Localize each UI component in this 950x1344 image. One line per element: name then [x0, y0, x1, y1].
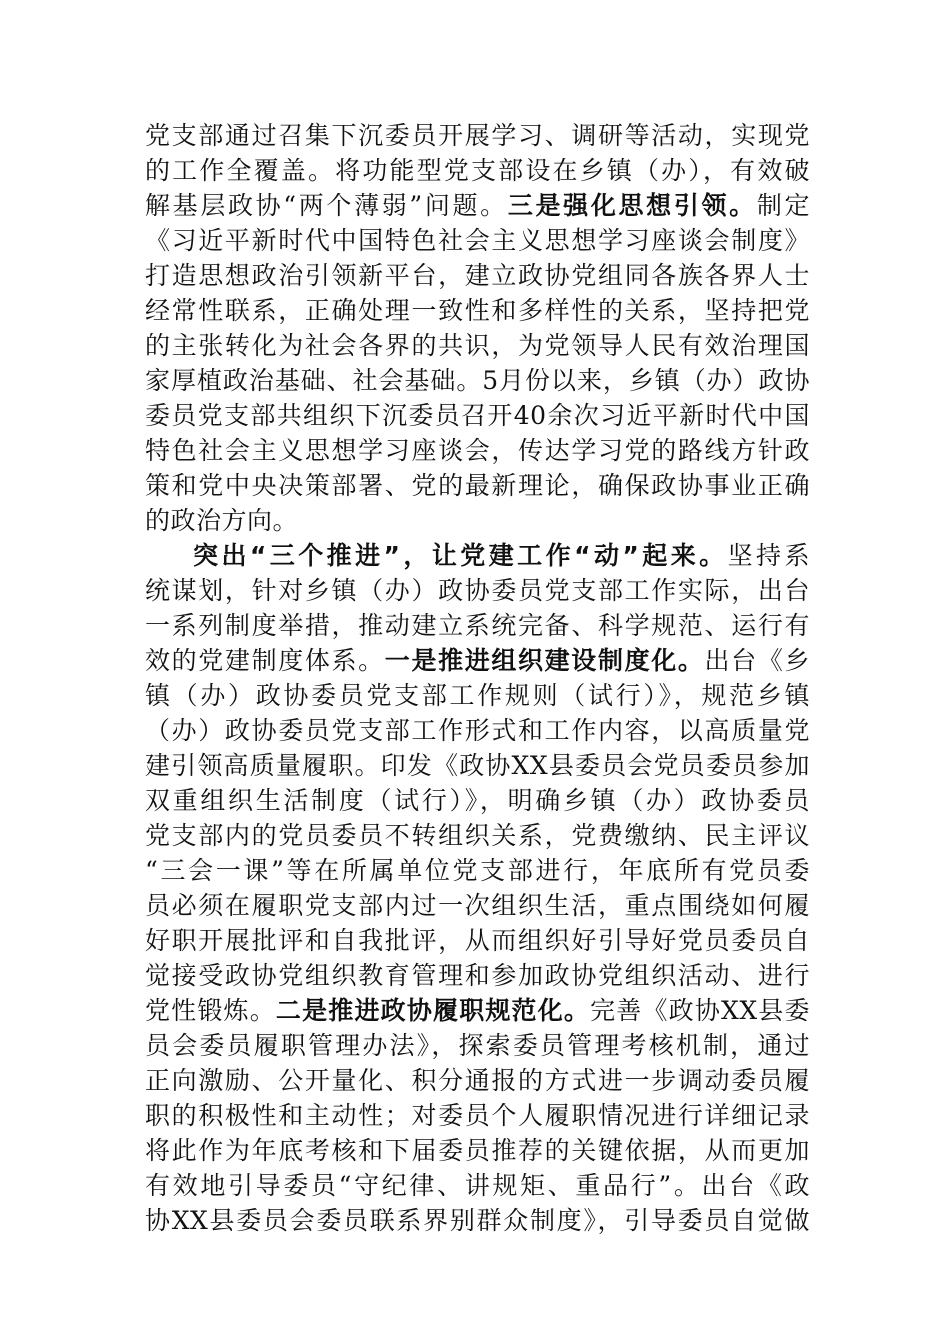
- text-line: 策和党中央决策部署、党的最新理论，确保政协事业正确: [145, 471, 810, 500]
- bold-heading: 一是推进组织建设制度化。: [384, 646, 705, 675]
- text-line: 党支部通过召集下沉委员开展学习、调研等活动，实现党: [145, 121, 810, 150]
- text-line: 解基层政协“两个薄弱”问题。三是强化思想引领。制定: [145, 191, 810, 220]
- text-line: 委员党支部共组织下沉委员召开40余次习近平新时代中国: [145, 401, 810, 430]
- text-line: 效的党建制度体系。一是推进组织建设制度化。出台《乡: [145, 646, 810, 675]
- text-line: 正向激励、公开量化、积分通报的方式进一步调动委员履: [145, 1066, 810, 1095]
- text-line: 突出“三个推进”，让党建工作“动”起来。坚持系: [193, 541, 810, 570]
- text-line: 党支部内的党员委员不转组织关系，党费缴纳、民主评议: [145, 821, 810, 850]
- text-line: 的政治方向。: [145, 506, 299, 535]
- text-line: 好职开展批评和自我批评，从而组织好引导好党员委员自: [145, 926, 810, 955]
- body-text: [145, 118, 810, 1238]
- text-line: 员会委员履职管理办法》，探索委员管理考核机制，通过: [145, 1031, 810, 1060]
- text-line: 统谋划，针对乡镇（办）政协委员党支部工作实际，出台: [145, 576, 810, 605]
- text-line: 双重组织生活制度（试行）》，明确乡镇（办）政协委员: [145, 786, 810, 815]
- bold-heading: 三是强化思想引领。: [507, 191, 757, 220]
- text-line: 打造思想政治引领新平台，建立政协党组同各族各界人士: [145, 261, 810, 290]
- text-line: 的主张转化为社会各界的共识，为党领导人民有效治理国: [145, 331, 810, 360]
- text-line: 家厚植政治基础、社会基础。5月份以来，乡镇（办）政协: [145, 366, 810, 395]
- text-line: 员必须在履职党支部内过一次组织生活，重点围绕如何履: [145, 891, 810, 920]
- text-line: “三会一课”等在所属单位党支部进行，年底所有党员委: [145, 856, 810, 885]
- bold-heading: 二是推进政协履职规范化。: [275, 996, 591, 1025]
- text-line: 觉接受政协党组织教育管理和参加政协党组织活动、进行: [145, 961, 810, 990]
- text-line: 特色社会主义思想学习座谈会，传达学习党的路线方针政: [145, 436, 810, 465]
- text-line: 将此作为年底考核和下届委员推荐的关键依据，从而更加: [145, 1136, 810, 1165]
- text-line: 经常性联系，正确处理一致性和多样性的关系，坚持把党: [145, 296, 810, 325]
- bold-heading: 突出“三个推进”，让党建工作“动”起来。: [193, 541, 728, 570]
- text-line: 一系列制度举措，推动建立系统完备、科学规范、运行有: [145, 611, 810, 640]
- text-line: 建引领高质量履职。印发《政协XX县委员会党员委员参加: [145, 751, 810, 780]
- text-line: 党性锻炼。二是推进政协履职规范化。完善《政协XX县委: [145, 996, 810, 1025]
- text-line: 的工作全覆盖。将功能型党支部设在乡镇（办），有效破: [145, 156, 810, 185]
- text-line: （办）政协委员党支部工作形式和工作内容，以高质量党: [145, 716, 810, 745]
- text-line: 《习近平新时代中国特色社会主义思想学习座谈会制度》: [145, 226, 810, 255]
- text-line: 协XX县委员会委员联系界别群众制度》，引导委员自觉做: [145, 1206, 810, 1235]
- text-line: 职的积极性和主动性；对委员个人履职情况进行详细记录: [145, 1101, 810, 1130]
- text-line: 有效地引导委员“守纪律、讲规矩、重品行”。出台《政: [145, 1171, 810, 1200]
- text-line: 镇（办）政协委员党支部工作规则（试行）》，规范乡镇: [145, 681, 810, 710]
